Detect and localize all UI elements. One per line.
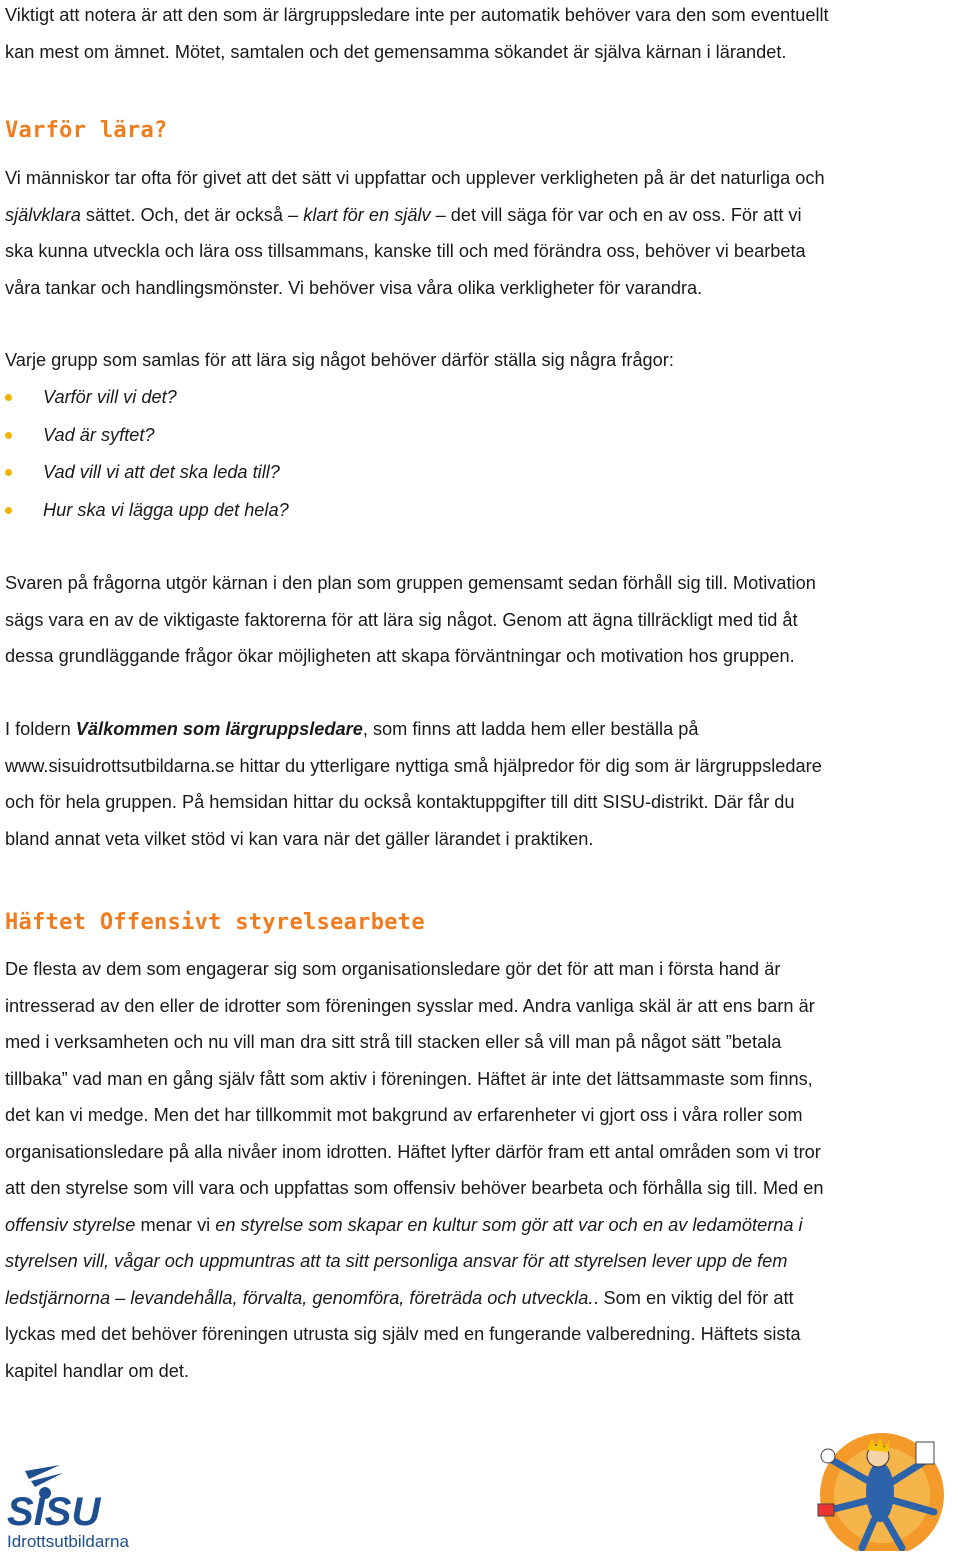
text-line: det kan vi medge. Men det har tillkommit mot bakgrund av erfarenheter vi gjort oss i våra roller som <box>5 1105 803 1125</box>
text-line: ska kunna utveckla och lära oss tillsammans, kanske till och med förändra oss, behöver vi bearbeta <box>5 241 806 261</box>
logo-subtext: Idrottsutbildarna <box>7 1532 129 1551</box>
text-line <box>5 711 822 748</box>
list-item <box>5 379 289 417</box>
text-line: bland annat veta vilket stöd vi kan vara när det gäller lärandet i praktiken. <box>5 828 594 849</box>
question-list <box>5 379 289 529</box>
juggling-figure-illustration <box>812 1420 952 1551</box>
italic-text: klart för en själv <box>303 204 431 225</box>
illustration-graphic <box>812 1420 952 1551</box>
italic-text: offensiv styrelse <box>5 1214 136 1235</box>
text-span: . Som en viktig del för att <box>593 1287 794 1308</box>
text-line <box>5 197 825 234</box>
text-line: kapitel handlar om det. <box>5 1360 190 1381</box>
text-line: att den styrelse som vill vara och uppfattas som offensiv behöver bearbeta och förhålla sig till. Med en <box>5 1178 824 1198</box>
sisu-logo-graphic <box>5 1465 165 1551</box>
italic-text: styrelsen vill, vågar och uppmuntras att ta sitt personliga ansvar för att styrelsen lever upp de fem <box>5 1251 788 1271</box>
italic-text: självklara <box>5 204 81 225</box>
list-item-text: Varför vill vi det? <box>43 387 177 407</box>
paragraph-5 <box>5 951 824 1389</box>
text-line: kan mest om ämnet. Mötet, samtalen och det gemensamma sökandet är själva kärnan i lärandet. <box>5 41 787 62</box>
list-item <box>5 454 289 492</box>
text-line: www.sisuidrottsutbildarna.se hittar du ytterligare nyttiga små hjälpredor för dig som är lärgruppsledare <box>5 755 822 776</box>
text-line: tillbaka” vad man en gång själv fått som aktiv i föreningen. Häftet är inte det lättsammaste som finns, <box>5 1068 813 1089</box>
paragraph-3 <box>5 565 816 675</box>
text-span: menar vi <box>135 1214 216 1235</box>
text-line <box>5 1280 824 1317</box>
paragraph-1 <box>5 160 825 306</box>
text-line: sägs vara en av de viktigaste faktorerna för att lära sig något. Genom att ägna tillräckligt med tid åt <box>5 609 798 630</box>
paragraph-2: Varje grupp som samlas för att lära sig något behöver därför ställa sig några frågor: <box>5 350 674 370</box>
sisu-logo <box>5 1465 165 1551</box>
text-line: och för hela gruppen. På hemsidan hittar du också kontaktuppgifter till ditt SISU-distrikt. Där får du <box>5 792 795 812</box>
text-line: intresserad av den eller de idrotter som föreningen sysslar med. Andra vanliga skäl är att ens barn är <box>5 995 815 1016</box>
text-span: I foldern <box>5 719 76 739</box>
text-line: organisationsledare på alla nivåer inom idrotten. Häftet lyfter därför fram ett antal områden som vi tror <box>5 1141 821 1162</box>
text-line: Vi människor tar ofta för givet att det sätt vi uppfattar och upplever verkligheten på är det naturliga och <box>5 168 825 188</box>
text-span: sättet. Och, det är också – <box>80 204 304 225</box>
logo-text: SISU <box>7 1490 101 1534</box>
bullet-icon <box>5 432 12 439</box>
bullet-icon <box>5 394 12 401</box>
text-span: , som finns att ladda hem eller beställa på <box>362 719 699 739</box>
list-item-text: Vad vill vi att det ska leda till? <box>43 462 280 482</box>
list-item <box>5 492 289 530</box>
italic-text: en styrelse som skapar en kultur som gör att var och en av ledamöterna i <box>215 1214 803 1235</box>
list-item <box>5 417 289 455</box>
text-line: våra tankar och handlingsmönster. Vi behöver visa våra olika verkligheter för varandra. <box>5 277 703 298</box>
italic-text: ledstjärnorna – levandehålla, förvalta, genomföra, företräda och utveckla. <box>5 1287 594 1308</box>
text-line <box>5 1207 824 1244</box>
list-item-text: Vad är syftet? <box>43 424 155 445</box>
folder-title: Välkommen som lärgruppsledare <box>75 719 363 739</box>
intro-paragraph <box>5 0 829 70</box>
bullet-icon <box>5 507 12 514</box>
paragraph-4 <box>5 711 822 857</box>
text-line: lyckas med det behöver föreningen utrusta sig själv med en fungerande valberedning. Häftets sista <box>5 1324 801 1344</box>
text-line: Viktigt att notera är att den som är lärgruppsledare inte per automatik behöver vara den som eventuellt <box>5 5 829 25</box>
text-line: dessa grundläggande frågor ökar möjligheten att skapa förväntningar och motivation hos gruppen. <box>5 646 795 666</box>
text-line: De flesta av dem som engagerar sig som organisationsledare gör det för att man i första hand är <box>5 959 781 979</box>
section-heading-haftet: Häftet Offensivt styrelsearbete <box>5 910 425 935</box>
text-line <box>5 1243 824 1280</box>
text-line: med i verksamheten och nu vill man dra sitt strå till stacken eller så vill man på något sätt ”betala <box>5 1032 782 1052</box>
list-item-text: Hur ska vi lägga upp det hela? <box>43 499 289 520</box>
text-span: – det vill säga för var och en av oss. För att vi <box>430 204 802 225</box>
section-heading-varfor-lara: Varför lära? <box>5 118 168 143</box>
text-line: Svaren på frågorna utgör kärnan i den plan som gruppen gemensamt sedan förhåll sig till. Motivation <box>5 573 816 593</box>
bullet-icon <box>5 469 12 476</box>
